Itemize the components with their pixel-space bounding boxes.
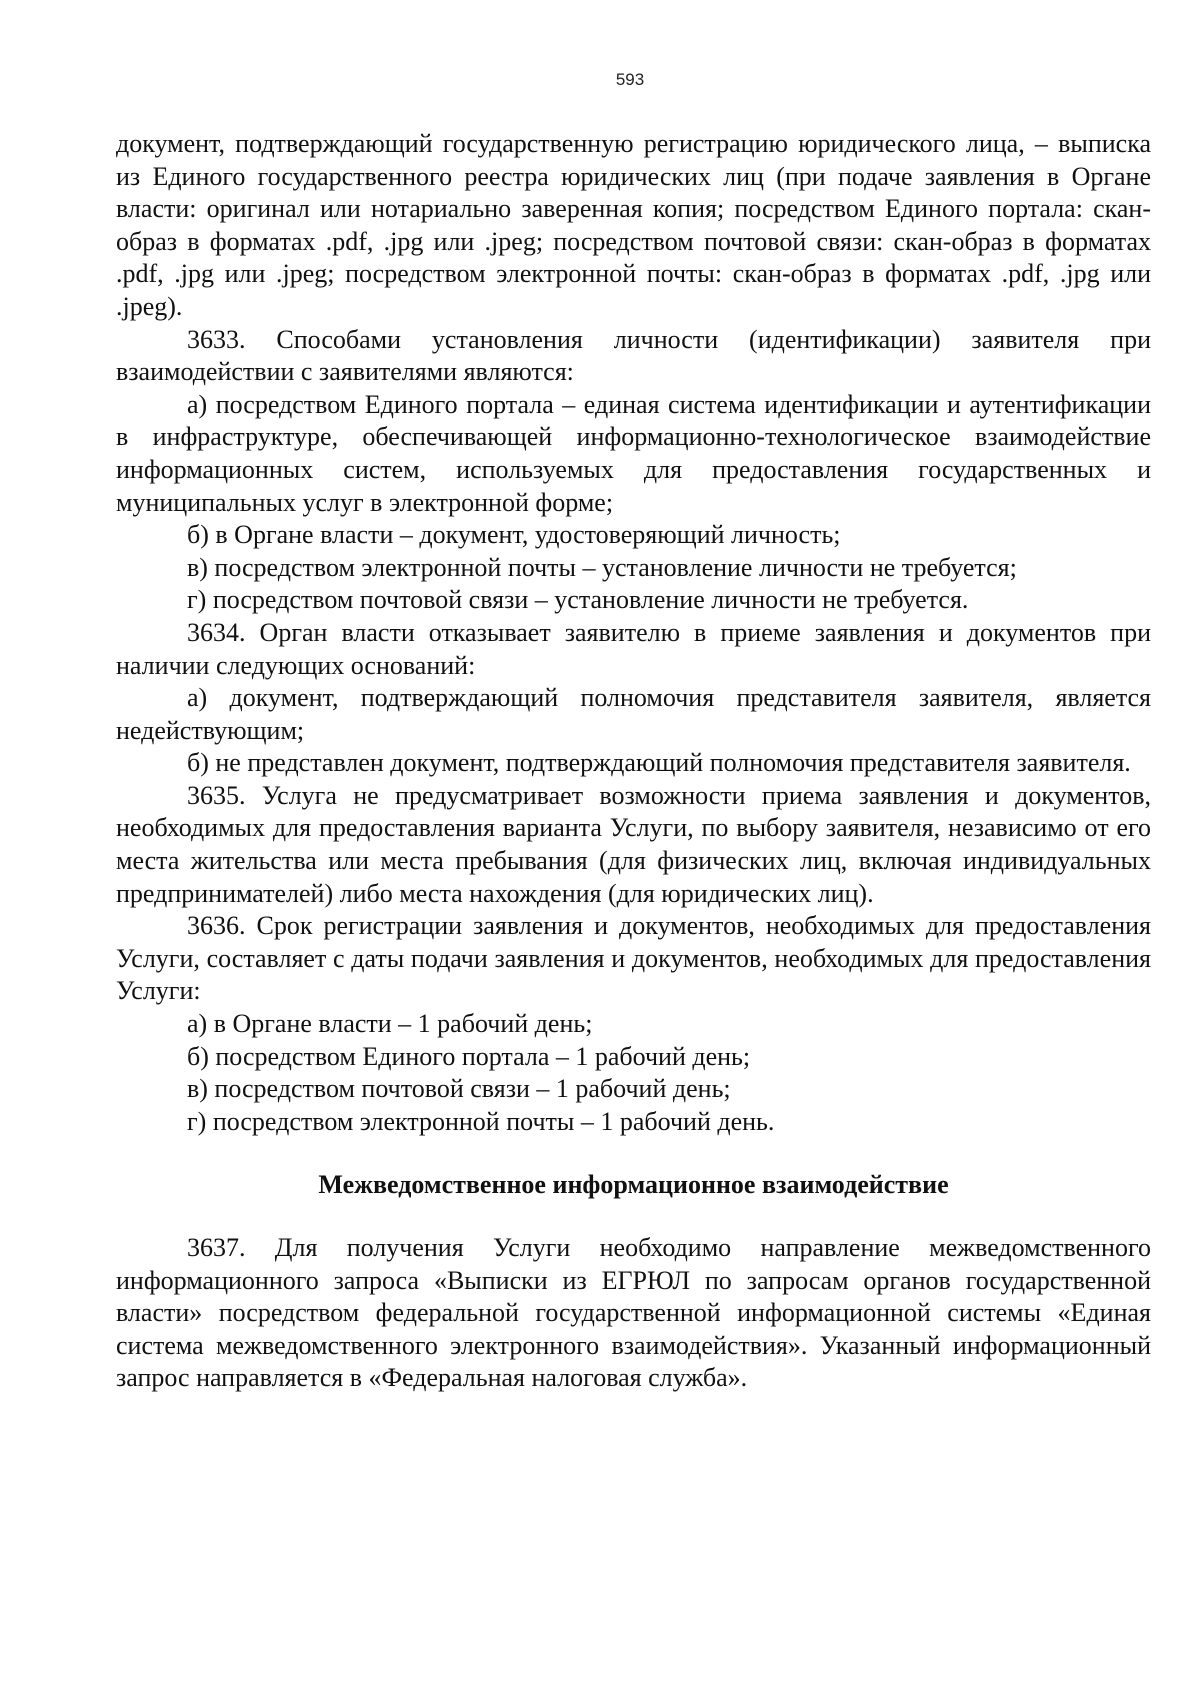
paragraph-3637: 3637. Для получения Услуги необходимо направление межведомственного информационного запроса «Выписки из ЕГРЮЛ по запросам органов государственной власти» посредством федеральной государственной информационной системы «Единая система межведомственного электронного взаимодействия». Указанный информационный запрос направляется в «Федеральная налоговая служба».: [116, 1233, 1151, 1393]
paragraph-3633-a: а) посредством Единого портала – единая система идентификации и аутентификации в инфраструктуре, обеспечивающей информационно-технологическое взаимодействие информационных систем, используемых для предоставления государственных и муниципальных услуг в электронной форме;: [116, 389, 1151, 517]
paragraph-3636-a: а) в Органе власти – 1 рабочий день;: [187, 1009, 593, 1039]
paragraph-3633-g: г) посредством почтовой связи – установление личности не требуется.: [187, 585, 969, 615]
paragraph-3634-b: б) не представлен документ, подтверждающий полномочия представителя заявителя.: [187, 748, 1131, 778]
paragraph-3636-g: г) посредством электронной почты – 1 рабочий день.: [187, 1106, 775, 1136]
paragraph-3635: 3635. Услуга не предусматривает возможности приема заявления и документов, необходимых для предоставления варианта Услуги, по выбору заявителя, независимо от его места жительства или места пребывания (для физических лиц, включая индивидуальных предпринимателей) либо места нахождения (для юридических лиц).: [116, 780, 1151, 908]
paragraph-3636-b: б) посредством Единого портала – 1 рабочий день;: [187, 1041, 751, 1071]
paragraph-3633-v: в) посредством электронной почты – установление личности не требуется;: [187, 552, 1017, 582]
paragraph-3636-v: в) посредством почтовой связи – 1 рабочий день;: [187, 1074, 731, 1104]
section-heading: Межведомственное информационное взаимодействие: [318, 1170, 949, 1200]
paragraph-3634: 3634. Орган власти отказывает заявителю в приеме заявления и документов при наличии следующих оснований:: [116, 617, 1151, 680]
paragraph-3636: 3636. Срок регистрации заявления и документов, необходимых для предоставления Услуги, составляет с даты подачи заявления и документов, необходимых для предоставления Услуги:: [116, 911, 1151, 1006]
paragraph-3633: 3633. Способами установления личности (идентификации) заявителя при взаимодействии с заявителями являются:: [116, 324, 1151, 387]
document-body: [116, 128, 1151, 1395]
page-number: 593: [615, 70, 645, 89]
paragraph-egrul-extract: документ, подтверждающий государственную регистрацию юридического лица, – выписка из Единого государственного реестра юридических лиц (при подаче заявления в Органе власти: оригинал или нотариально заверенная копия; посредством Единого портала: скан-образ в форматах .pdf, .jpg или .jpeg; посредством почтовой связи: скан-образ в форматах .pdf, .jpg или .jpeg; посредством электронной почты: скан-образ в форматах .pdf, .jpg или .jpeg).: [116, 129, 1151, 321]
paragraph-3634-a: а) документ, подтверждающий полномочия представителя заявителя, является недействующим;: [116, 683, 1151, 745]
paragraph-3633-b: б) в Органе власти – документ, удостоверяющий личность;: [187, 520, 841, 550]
